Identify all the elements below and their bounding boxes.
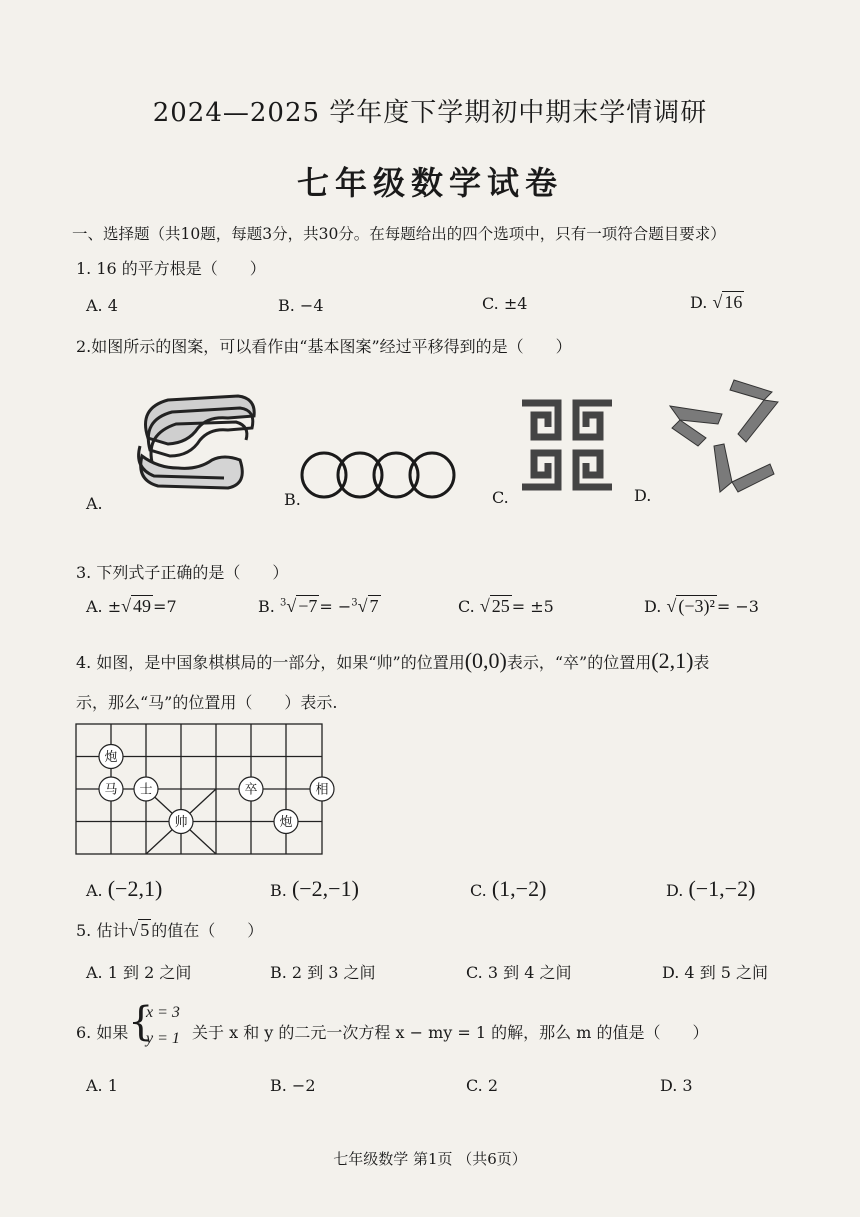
q3-option-d-result: = −3 [716,597,759,616]
q4-stem-line1 [76,648,709,674]
q4-coord-zu: (2,1) [651,648,694,673]
q4-option-b [270,876,359,902]
section-heading: 一、选择题（共10题，每题3分，共30分。在每题给出的四个选项中，只有一项符合题目要求） [72,225,726,243]
q1-stem: 1. 16 的平方根是（ ） [76,259,266,278]
q4-stem-line2: 示，那么“马”的位置用（ ）表示. [76,693,338,712]
q1-option-a: A. 4 [86,296,118,315]
q3-option-a-result: =7 [153,597,177,616]
q5-stem: 5. 估计√ 5 的值在（ ） [76,920,264,940]
q3-option-d-radicand: (−3)² [678,596,715,616]
q3-option-b-index: 3 [279,597,287,609]
q4-option-a-label: A. [86,881,103,900]
piece-pao-top [99,745,123,769]
piece-zu [239,777,263,801]
exam-title-line1: 2024—2025 学年度下学期初中期末学情调研 [152,98,708,128]
q4-stem-part1: 4. 如图，是中国象棋棋局的一部分，如果“帅”的位置用 [76,653,465,672]
q3-option-c-label: C. [458,597,475,616]
q2-option-b: B. [284,490,301,509]
q3-option-c: C. √ 25 = ±5 [458,596,554,616]
q5-option-c: C. 3 到 4 之间 [466,963,572,982]
q5-option-a: A. 1 到 2 之间 [86,963,192,982]
q3-option-a-radicand: 49 [133,596,152,616]
q4-option-d [666,876,755,902]
svg-text:炮: 炮 [104,750,118,765]
piece-ma [99,777,123,801]
q4-option-d-value: (−1,−2) [688,876,756,901]
svg-text:炮: 炮 [279,815,293,830]
svg-text:相: 相 [315,782,329,798]
q5-option-d: D. 4 到 5 之间 [662,963,769,982]
q4-coord-shuai: (0,0) [464,648,507,673]
q4-option-b-value: (−2,−1) [291,876,359,901]
q3-option-b-equals: = − [319,597,352,616]
q2-option-d: D. [634,486,652,505]
q3-option-d-label: D. [644,597,662,616]
piece-shuai [169,810,193,834]
q3-option-b-radicand: −7 [298,596,318,616]
svg-text:马: 马 [104,782,118,798]
q3-option-b: B. $^3$√ −7 = −$^3$√ 7 [258,596,379,616]
q6-stem-prefix: 6. 如果 [76,1023,129,1042]
q1-option-d: D. √ 16 [690,292,743,312]
q3-option-a-label: A. ± [86,597,122,616]
q4-stem-part2: 表示，“卒”的位置用 [506,653,652,672]
q3-option-c-radicand: 25 [491,596,510,616]
piece-xiang [310,777,334,801]
q6-stem-body: 关于 x 和 y 的二元一次方程 x − my = 1 的解，那么 m 的值是（ ） [192,1023,709,1042]
q6-option-c: C. 2 [466,1076,499,1095]
q4-option-a-value: (−2,1) [107,876,163,901]
chess-board [74,722,329,858]
q2-figure-b [298,448,460,502]
q6-option-a: A. 1 [86,1076,118,1095]
q1-option-b: B. −4 [278,296,324,315]
q5-stem-suffix: 的值在（ ） [151,921,264,940]
q3-option-b-index2: 3 [351,597,358,609]
q2-option-c: C. [492,488,509,507]
q6-option-b: B. −2 [270,1076,316,1095]
q1-option-d-radicand: 16 [724,292,743,312]
svg-text:士: 士 [139,782,153,798]
q5-option-b: B. 2 到 3 之间 [270,963,376,982]
q6-option-d: D. 3 [660,1076,693,1095]
q3-option-d: D. √ (−3)² = −3 [644,596,759,616]
svg-text:帅: 帅 [174,815,188,830]
q4-option-c-value: (1,−2) [491,876,547,901]
q4-stem-part3: 表 [693,653,710,672]
q3-option-b-label: B. [258,597,275,616]
q4-option-a [86,876,162,902]
q5-stem-radicand: 5 [140,920,150,940]
q2-figure-d [660,372,790,496]
q3-option-a: A. ±√ 49 =7 [86,596,177,616]
exam-title-line2: 七年级数学试卷 [296,164,563,202]
q6-eq-x: x = 3 [146,1004,180,1021]
q6-brace: { [128,999,154,1045]
q2-stem: 2.如图所示的图案，可以看作由“基本图案”经过平移得到的是（ ） [76,337,572,356]
q2-option-a: A. [86,494,103,513]
svg-text:卒: 卒 [244,782,258,798]
q3-option-c-result: = ±5 [511,597,554,616]
q2-figure-c [514,395,620,495]
piece-shi [134,777,158,801]
q6-eq-y: y = 1 [146,1030,180,1047]
piece-pao-bottom [274,810,298,834]
q3-option-b-radicand2: 7 [369,596,379,616]
page-footer: 七年级数学 第1页 （共6页） [333,1150,527,1168]
q4-option-d-label: D. [666,881,684,900]
q4-option-c-label: C. [470,881,487,900]
q4-option-c [470,876,546,902]
q3-stem: 3. 下列式子正确的是（ ） [76,563,289,582]
q4-option-b-label: B. [270,881,287,900]
q1-option-c: C. ±4 [482,294,528,313]
q1-option-d-label: D. [690,293,708,312]
q5-stem-prefix: 5. 估计 [76,921,129,940]
q2-figure-a [128,388,260,498]
